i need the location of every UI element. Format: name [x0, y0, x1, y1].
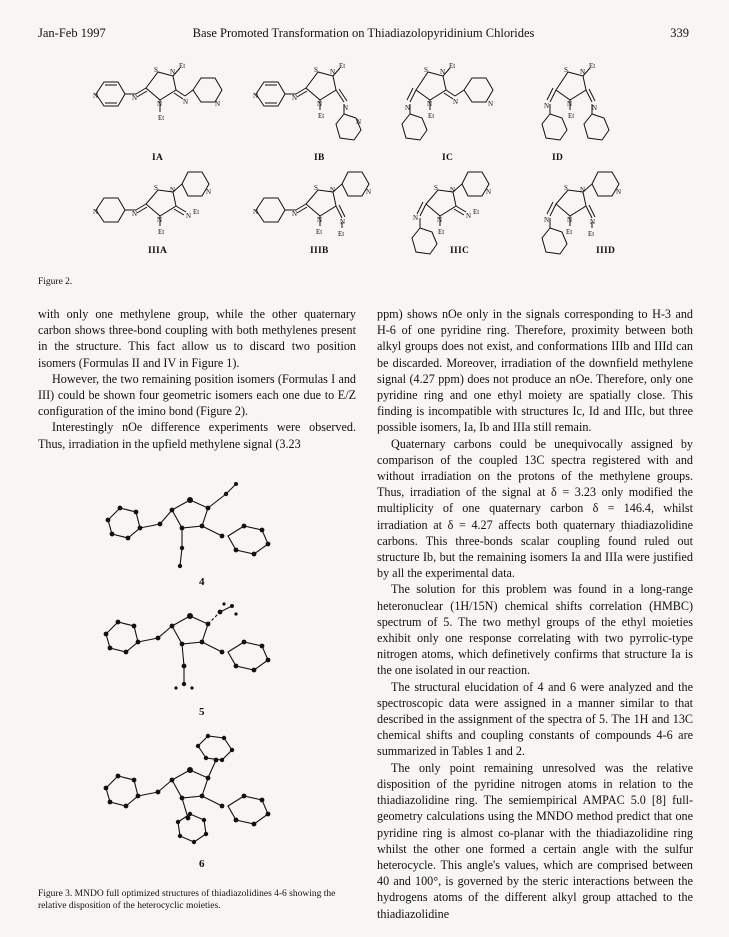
- structure-label: ID: [552, 153, 564, 163]
- svg-text:N: N: [170, 186, 176, 194]
- svg-text:N: N: [215, 100, 221, 108]
- svg-text:N: N: [343, 104, 349, 112]
- svg-text:N: N: [206, 188, 212, 196]
- structure-IIIA-drawing: [88, 170, 223, 245]
- structure-label: IA: [152, 153, 164, 163]
- svg-text:S: S: [314, 184, 318, 192]
- structure-ID: [528, 58, 658, 163]
- svg-text:N: N: [330, 68, 336, 76]
- svg-text:N: N: [580, 68, 586, 76]
- structure-IC: [398, 58, 528, 163]
- svg-text:S: S: [564, 184, 568, 192]
- svg-text:N: N: [93, 92, 99, 100]
- svg-text:N: N: [466, 212, 472, 220]
- paragraph: Quaternary carbons could be unequivocally assigned by comparison of the coupled 13C spectra registered with and without irradiation on the protons of the methylene groups. Thus, irradiation of the signal at δ = 3.23 only modified the multiplicity of one quaternary carbon δ = 146.4, whilst irradiation at δ = 4.27 affects both quaternary thiadiazolidine carbons. This three-bonds scalar coupling found ruled out structure Ib, but the remaining isomers Ia and IIIa were justified by all the experimental data.: [377, 436, 693, 581]
- svg-text:N: N: [366, 188, 372, 196]
- svg-text:Et: Et: [158, 228, 165, 236]
- svg-text:Et: Et: [338, 230, 345, 238]
- paragraph: Interestingly nOe difference experiments were observed. Thus, irradiation in the upfield methylene signal (3.23: [38, 420, 356, 451]
- svg-text:S: S: [434, 184, 438, 192]
- svg-text:N: N: [567, 100, 573, 108]
- svg-text:Et: Et: [179, 62, 186, 70]
- svg-text:S: S: [154, 66, 158, 74]
- svg-text:N: N: [405, 104, 411, 112]
- paragraph: The only point remaining unresolved was the relative disposition of the pyridine nitrogen atoms in relation to the thiadiazolidine ring. The semiempirical AMPAC 5.0 [8] full-geometry calculations using the MNDO method predict that one pyridine ring is almost co-planar with the thiadiazolidine ring whilst the other one formed a certain angle with the sulfur heterocycle. This angle's values, which are comprised between 40 and 100°, is governed by the steric interactions between the hydrogens atoms of the different alkyl group attached to the thiadiazolidine: [377, 760, 693, 921]
- svg-text:S: S: [564, 66, 568, 74]
- structure-ID-drawing: [528, 58, 663, 148]
- molecule-5-drawing: [98, 600, 308, 710]
- structure-IIIA: [88, 170, 218, 256]
- svg-text:N: N: [317, 100, 323, 108]
- svg-text:N: N: [567, 216, 573, 224]
- svg-text:N: N: [453, 98, 459, 106]
- left-column: [38, 306, 356, 452]
- paragraph: The structural elucidation of 4 and 6 were analyzed and the spectroscopic data were assigned in a manner similar to that described in the assignment of the spectra of 5. The 1H and 13C chemical shifts and coupling constants of compounds 4-6 are summarized in Tables 1 and 2.: [377, 679, 693, 759]
- svg-text:N: N: [183, 98, 189, 106]
- svg-text:Et: Et: [473, 208, 480, 216]
- svg-text:N: N: [340, 218, 346, 226]
- svg-text:N: N: [616, 188, 622, 196]
- paragraph: ppm) shows nOe only in the signals corresponding to H-3 and H-6 of one pyridine ring. Therefore, proximity between both alkyl groups does not exist, and conformations IIIb and IIId can be discarded. Moreover, irradiation of the downfield methylene signal (4.27 ppm) does not produce an nOe. Therefore, only one pyridine ring and one ethyl moiety are spatially close. This finding is incompatible with structures Ic, Id and IIIc, but three possible isomers, Ia, Ib and IIIa still remain.: [377, 307, 693, 435]
- structure-label: IC: [442, 153, 454, 163]
- svg-text:N: N: [132, 94, 138, 102]
- structure-IA-drawing: [88, 58, 223, 128]
- svg-text:N: N: [186, 212, 192, 220]
- svg-text:N: N: [292, 94, 298, 102]
- running-header: [38, 26, 689, 46]
- structure-label: IIIC: [450, 246, 470, 256]
- molecule-6-drawing: [98, 730, 308, 870]
- svg-text:N: N: [440, 68, 446, 76]
- svg-text:Et: Et: [449, 62, 456, 70]
- header-title: Base Promoted Transformation on Thiadiazolopyridinium Chlorides: [192, 26, 535, 40]
- molecule-4-drawing: [98, 480, 308, 580]
- structure-IIIC: [408, 170, 538, 270]
- paragraph: with only one methylene group, while the other quaternary carbon shows three-bond coupling with both methylenes present in the structure. This fact allow us to discard two position isomers (Formulas II and IV in Figure 1).: [38, 307, 356, 370]
- svg-text:N: N: [450, 186, 456, 194]
- svg-text:N: N: [93, 208, 99, 216]
- figure-2-caption: Figure 2.: [38, 277, 73, 287]
- figure-2: [88, 58, 668, 268]
- header-date: Jan-Feb 1997: [38, 26, 106, 40]
- svg-text:N: N: [330, 186, 336, 194]
- svg-text:N: N: [413, 214, 419, 222]
- svg-text:N: N: [317, 216, 323, 224]
- svg-text:Et: Et: [568, 112, 575, 120]
- structure-label: IIIB: [310, 246, 329, 256]
- structure-IIIB-drawing: [248, 170, 383, 245]
- molecule-4: [98, 480, 308, 588]
- svg-text:N: N: [488, 100, 494, 108]
- page-number: 339: [670, 26, 689, 40]
- right-column: [377, 306, 693, 922]
- svg-text:N: N: [544, 102, 550, 110]
- structure-IA: [88, 58, 221, 163]
- structure-label: IB: [314, 153, 325, 163]
- molecule-5: [98, 600, 308, 718]
- structure-label: IIIA: [148, 246, 168, 256]
- svg-text:N: N: [292, 210, 298, 218]
- structure-IB-drawing: [248, 58, 383, 148]
- svg-text:N: N: [356, 118, 362, 126]
- svg-text:Et: Et: [339, 62, 346, 70]
- svg-text:Et: Et: [428, 112, 435, 120]
- svg-text:Et: Et: [588, 230, 595, 238]
- svg-text:Et: Et: [438, 228, 445, 236]
- structure-label: IIID: [596, 246, 616, 256]
- svg-text:Et: Et: [318, 112, 325, 120]
- svg-text:N: N: [592, 104, 598, 112]
- svg-text:Et: Et: [158, 114, 165, 122]
- svg-text:S: S: [154, 184, 158, 192]
- structure-IIIC-drawing: [408, 170, 543, 270]
- svg-text:N: N: [427, 100, 433, 108]
- svg-text:N: N: [437, 216, 443, 224]
- svg-text:S: S: [314, 66, 318, 74]
- svg-text:N: N: [486, 188, 492, 196]
- svg-text:S: S: [424, 66, 428, 74]
- compound-number: 5: [199, 706, 205, 718]
- compound-number: 4: [199, 576, 205, 588]
- svg-text:N: N: [132, 210, 138, 218]
- svg-text:N: N: [544, 216, 550, 224]
- svg-text:N: N: [590, 218, 596, 226]
- structure-IC-drawing: [398, 58, 533, 148]
- structure-IIIB: [248, 170, 378, 256]
- svg-text:Et: Et: [316, 228, 323, 236]
- svg-text:N: N: [157, 100, 163, 108]
- svg-text:N: N: [157, 216, 163, 224]
- svg-text:N: N: [253, 208, 259, 216]
- svg-text:Et: Et: [193, 208, 200, 216]
- molecule-6: [98, 730, 308, 875]
- structure-IB: [248, 58, 378, 163]
- paragraph: However, the two remaining position isomers (Formulas I and III) could be shown four geometric isomers each one due to E/Z configuration of the imino bond (Figure 2).: [38, 371, 356, 419]
- paragraph: The solution for this problem was found in a long-range heteronuclear (1H/15N) chemical shifts correlation (HMBC) spectrum of 5. The two methyl groups of the ethyl moieties exhibit only one response correlating with two pyrrolic-type nitrogen atoms, which definetively confirms that structure Ia is the one isolated in our reaction.: [377, 582, 693, 678]
- structure-IIID: [528, 170, 658, 270]
- svg-text:N: N: [580, 186, 586, 194]
- svg-text:N: N: [170, 68, 176, 76]
- compound-number: 6: [199, 858, 205, 870]
- svg-text:N: N: [253, 92, 259, 100]
- svg-text:Et: Et: [566, 228, 573, 236]
- svg-text:Et: Et: [589, 62, 596, 70]
- figure-3-caption: Figure 3. MNDO full optimized structures of thiadiazolidines 4-6 showing the relative disposition of the heterocyclic moieties.: [38, 889, 336, 911]
- figure-3: [38, 480, 356, 880]
